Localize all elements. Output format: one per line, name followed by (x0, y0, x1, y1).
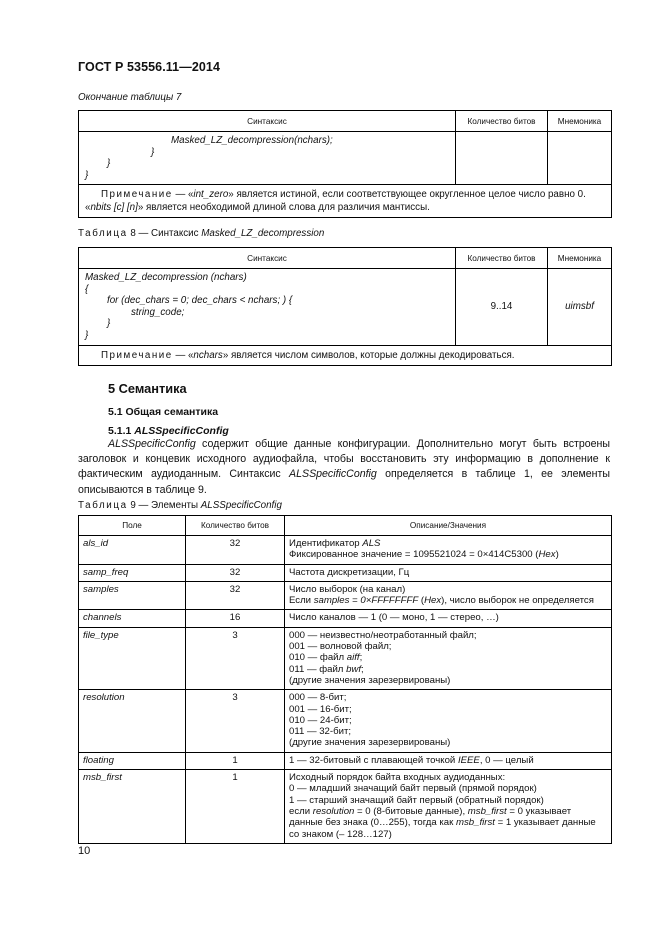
field-name: msb_first (79, 770, 186, 844)
table9-body (79, 536, 612, 844)
description-line: 000 — 8-бит; (289, 692, 347, 704)
field-bits: 1 (186, 752, 285, 769)
code-line: for (dec_chars = 0; dec_chars < nchars; ) { (107, 295, 293, 307)
field-description (285, 564, 612, 581)
subsection-title: 5.1 Общая семантика (108, 406, 219, 418)
description-line: Частота дискретизации, Гц (289, 566, 410, 578)
table8-note (79, 345, 612, 365)
note-text: » является необходимой длиной слова для различия мантиссы. (137, 202, 430, 214)
description-line: Исходный порядок байта входных аудиоданных: (289, 772, 506, 784)
caption-label: Таблица (78, 228, 128, 239)
note-text: » является истиной, если соответствующее округленное целое число равно 0. « (85, 189, 586, 214)
para-term: ALSSpecificConfig (289, 468, 377, 481)
note-text: — « (172, 189, 194, 201)
note-var: nchars (193, 349, 223, 361)
code-line: string_code; (131, 306, 185, 318)
subsubsection-number: 5.1.1 (108, 425, 135, 437)
code-line: Masked_LZ_decompression(nchars); (171, 135, 333, 146)
table-row (79, 627, 612, 689)
field-name: channels (79, 610, 186, 627)
field-description (285, 610, 612, 627)
code-line: } (107, 318, 111, 330)
caption-italic: ALSSpecificConfig (200, 500, 282, 511)
caption-text: 8 — Синтаксис (127, 228, 202, 239)
section-title: 5 Семантика (108, 381, 187, 396)
table8-mnemonic-value: uimsbf (548, 269, 612, 346)
table9-header-description: Описание/Значения (285, 516, 612, 536)
field-description (285, 536, 612, 565)
caption-label: Таблица (78, 500, 128, 511)
table-row (79, 581, 612, 610)
table7-header-bits: Количество битов (456, 111, 548, 132)
description-line: 001 — 16-бит; (289, 703, 352, 715)
subsubsection-name: ALSSpecificConfig (134, 425, 229, 437)
table8-bits-value: 9..14 (456, 269, 548, 346)
table7-header-syntax: Синтаксис (79, 111, 456, 132)
para-text: определяется в таблице 1, ее элементы описываются в таблице 9. (78, 468, 610, 496)
note-var: nbits [c] [n] (90, 202, 138, 214)
field-name: resolution (79, 690, 186, 752)
code-line: } (151, 146, 155, 158)
field-description (285, 581, 612, 610)
description-line: 001 — волновой файл; (289, 641, 392, 653)
table9-header-bits: Количество битов (186, 516, 285, 536)
table7-mnemonic-cell (548, 132, 612, 185)
section-paragraph (78, 437, 610, 498)
description-line: 010 — файл aiff; (289, 652, 363, 664)
table8-caption (78, 228, 324, 239)
table9 (78, 515, 612, 844)
table8 (78, 247, 612, 366)
note-text: » является числом символов, которые должны декодироваться. (222, 349, 515, 361)
table7-header-mnemonic: Мнемоника (548, 111, 612, 132)
table7-end (78, 110, 612, 218)
description-line: 011 — 32-бит; (289, 726, 351, 738)
caption-italic: Masked_LZ_decompression (201, 228, 325, 239)
code-line: } (85, 169, 89, 181)
table-row (79, 752, 612, 769)
table7-caption: Окончание таблицы 7 (78, 92, 182, 103)
description-line: Число выборок (на канал) (289, 583, 406, 595)
note-label: Примечание (101, 349, 173, 361)
description-line: 1 — 32-битовый с плавающей точкой IEEE, 0 — целый (289, 754, 534, 766)
code-line: } (85, 329, 89, 341)
description-line: если resolution = 0 (8-битовые данные), msb_first = 0 указывает данные без знака (0…255), тогда как msb_first = 1 указывает данные со знаком (– 128…127) (289, 805, 596, 840)
table7-code-cell (79, 132, 456, 185)
description-line: (другие значения зарезервированы) (289, 674, 451, 686)
caption-text: 9 — Элементы (127, 500, 201, 511)
table7-note (79, 185, 612, 218)
description-line: Фиксированное значение = 1095521024 = 0×414C5300 (Hex) (289, 549, 559, 561)
field-bits: 1 (186, 770, 285, 844)
table-row (79, 564, 612, 581)
table-row (79, 690, 612, 752)
table8-header-syntax: Синтаксис (79, 248, 456, 269)
table9-header-field: Поле (79, 516, 186, 536)
field-description (285, 770, 612, 844)
para-text: содержит общие данные конфигурации. Дополнительно могут быть встроены заголовок и концевик исходного аудиофайла, чтобы восстановить эту информацию в дополнение к фактическим аудиоданным. Синтаксис (78, 438, 610, 481)
field-bits: 32 (186, 564, 285, 581)
description-line: Число каналов — 1 (0 — моно, 1 — стерео, …) (289, 612, 499, 624)
field-description (285, 627, 612, 689)
description-line: 1 — старший значащий байт первый (обратный порядок) (289, 794, 544, 806)
para-term: ALSSpecificConfig (108, 438, 196, 450)
table9-caption (78, 500, 282, 511)
table-row (79, 770, 612, 844)
field-bits: 32 (186, 536, 285, 565)
code-line: } (107, 158, 111, 170)
note-text: — « (172, 349, 194, 361)
field-name: samp_freq (79, 564, 186, 581)
description-line: 0 — младший значащий байт первый (прямой порядок) (289, 783, 537, 795)
description-line: (другие значения зарезервированы) (289, 737, 451, 749)
note-var: int_zero (193, 189, 229, 201)
field-description (285, 752, 612, 769)
field-bits: 16 (186, 610, 285, 627)
field-name: als_id (79, 536, 186, 565)
field-name: floating (79, 752, 186, 769)
document-header: ГОСТ Р 53556.11—2014 (78, 60, 221, 74)
table-row (79, 610, 612, 627)
field-bits: 32 (186, 581, 285, 610)
table7-bits-cell (456, 132, 548, 185)
field-bits: 3 (186, 627, 285, 689)
field-name: file_type (79, 627, 186, 689)
table8-header-bits: Количество битов (456, 248, 548, 269)
field-bits: 3 (186, 690, 285, 752)
table8-code-cell (79, 269, 456, 346)
description-line: 010 — 24-бит; (289, 714, 352, 726)
description-line: 011 — файл bwf; (289, 663, 364, 675)
description-line: Если samples = 0×FFFFFFFF (Hex), число выборок не определяется (289, 595, 594, 607)
code-line: { (85, 283, 89, 295)
note-label: Примечание (101, 189, 173, 201)
field-description (285, 690, 612, 752)
code-line: Masked_LZ_decompression (nchars) (85, 272, 247, 283)
table8-header-mnemonic: Мнемоника (548, 248, 612, 269)
table-row (79, 536, 612, 565)
subsubsection-title (108, 425, 229, 437)
field-name: samples (79, 581, 186, 610)
description-line: 000 — неизвестно/неотработанный файл; (289, 629, 477, 641)
description-line: Идентификатор ALS (289, 538, 381, 549)
page-number: 10 (78, 845, 91, 857)
